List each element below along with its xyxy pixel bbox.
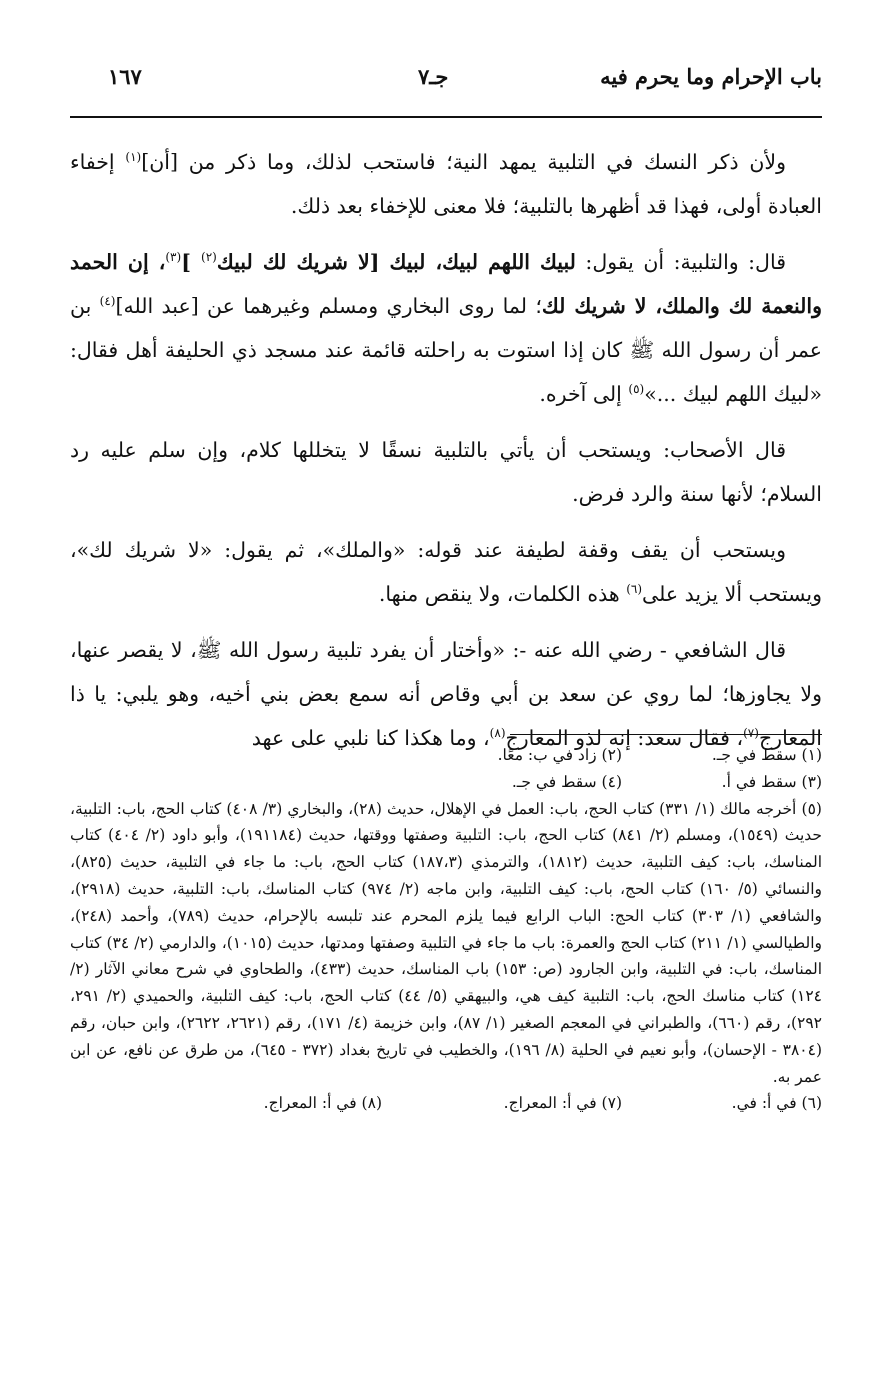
volume-label: جـ٧ [418, 64, 449, 89]
footnote-4: (٤) سقط في جـ. [511, 772, 622, 791]
text: قال: والتلبية: أن يقول: [575, 250, 786, 274]
footnote-5: (٥) أخرجه مالك (١/ ٣٣١) كتاب الحج، باب: العمل في الإهلال، حديث (٢٨)، والبخاري (٣/ ٤٠٨) كتاب الحج، باب: التلبية، حديث (١٥٤٩)، ومسلم (٢/ ٨٤١) كتاب الحج، باب: التلبية وصفتها ووقتها، حديث (١٩١١٨٤)، وأبو داود (٢/ ٤٠٤) كتاب المناسك، باب: كيف التلبية، حديث (١٨١٢)، والترمذي (١٨٧،٣) كتاب الحج، باب: ما جاء في التلبية، حديث (٨٢٥)، والنسائي (٥/ ١٦٠) كتاب الحج، باب: كيف التلبية، وابن ماجه (٢/ ٩٧٤) كتاب المناسك، باب: التلبية، حديث (٢٩١٨)، والشافعي (١/ ٣٠٣) كتاب الحج: الباب الرابع فيما يلزم المحرم عند تلبسه بالإحرام، حديث (٧٨٩)، وأحمد (٢٤٨)، والطيالسي (١/ ٢١١) كتاب الحج والعمرة: باب ما جاء في التلبية وصفتها ومدتها، حديث (١٠١٥)، والدارمي (٢/ ٣٤) كتاب المناسك، باب: في التلبية، وابن الجارود (ص: ١٥٣) باب المناسك، حديث (٤٣٣)، والطحاوي في شرح معاني الآثار (٢/ ١٢٤) كتاب مناسك الحج، باب: التلبية كيف هي، والبيهقي (٥/ ٤٤) كتاب الحج، باب: كيف التلبية، والحميدي (٢/ ٢٩١، ٢٩٢)، رقم (٦٦٠)، والطبراني في المعجم الصغير (١/ ٨٧)، وابن خزيمة (٤/ ١٧١)، رقم (٢٦٢١، ٢٦٢٢)، وابن حبان، رقم (٣٨٠٤ - الإحسان)، وأبو نعيم في الحلية (٨/ ١٩٦)، والخطيب في تاريخ بغداد (٣٧٢ - ٦٤٥)، من طرق عن نافع، عن ابن عمر به. [70, 799, 823, 1086]
text: قال الشافعي - رضي الله عنه -: «وأختار أن يفرد تلبية رسول الله ﷺ، لا يقصر عنها، ولا يجاوزها؛ لما روي عن سعد بن أبي وقاص أنه سمع بعض بني أخيه، وهو يلبي: يا ذا المعارج [70, 638, 822, 750]
footnote-marker: (٢) [201, 250, 217, 265]
page-number: ١٦٧ [108, 64, 142, 89]
footnote-marker: (٨) [489, 726, 506, 741]
paragraph-5 [70, 628, 822, 760]
text: ] [181, 250, 201, 274]
footnote-separator [510, 734, 822, 735]
footnote-marker: (٣) [165, 250, 182, 265]
chapter-title: باب الإحرام وما يحرم فيه [600, 64, 822, 89]
paragraph-1 [70, 140, 822, 228]
footnote-marker: (١) [125, 150, 142, 165]
main-text [70, 140, 822, 772]
paragraph-4 [70, 528, 822, 616]
text: إخفاء العبادة أولى، فهذا قد أظهرها بالتلبية؛ فلا معنى للإخفاء بعد ذلك. [70, 150, 822, 218]
footnote-marker: (٥) [628, 382, 645, 397]
text: ، وما هكذا كنا نلبي على عهد [251, 726, 490, 750]
footnote-8: (٨) في أ: المعراج. [263, 1094, 382, 1113]
paragraph-3: قال الأصحاب: ويستحب أن يأتي بالتلبية نسقًا لا يتخللها كلام، وإن سلم عليه رد السلام؛ لأنها سنة والرد فرض. [70, 438, 822, 506]
footnote-row [70, 769, 822, 796]
running-header [70, 64, 822, 108]
header-rule [70, 116, 822, 118]
text: بن عمر أن رسول الله ﷺ كان إذا استوت به راحلته قائمة عند مسجد ذي الحليفة أهل فقال: «لبيك اللهم لبيك ...» [70, 294, 822, 406]
footnote-marker: (٧) [743, 726, 759, 741]
footnote-7: (٧) في أ: المعراج. [503, 1094, 622, 1113]
footnotes [70, 742, 822, 1117]
footnote-1: (١) سقط في جـ. [711, 746, 822, 764]
text: هذه الكلمات، ولا ينقص منها. [378, 582, 627, 606]
text: ، فقال سعد: إنه لذو المعارج [505, 726, 744, 750]
footnote-3: (٣) سقط في أ. [721, 772, 822, 791]
footnote-row [70, 742, 822, 769]
talbiya-text: لبيك اللهم لبيك، لبيك [لا شريك لك لبيك [216, 250, 576, 274]
footnote-row [70, 1090, 822, 1117]
paragraph-2 [70, 240, 822, 416]
talbiya-text: ، إن الحمد والنعمة لك والملك، لا شريك لك [70, 250, 822, 318]
footnote-2: (٢) زاد في ب: معًا. [497, 746, 622, 764]
footnote-6: (٦) في أ: في. [731, 1094, 822, 1113]
text: ؛ لما روى البخاري ومسلم وغيرهما عن [عبد الله] [115, 294, 542, 318]
footnote-marker: (٤) [99, 294, 116, 309]
text: ويستحب أن يقف وقفة لطيفة عند قوله: «والملك»، ثم يقول: «لا شريك لك»، ويستحب ألا يزيد على [70, 538, 822, 606]
footnote-marker: (٦) [626, 582, 643, 597]
text: إلى آخره. [539, 382, 629, 406]
text: ولأن ذكر النسك في التلبية يمهد النية؛ فاستحب لذلك، وما ذكر من [أن] [141, 150, 786, 174]
